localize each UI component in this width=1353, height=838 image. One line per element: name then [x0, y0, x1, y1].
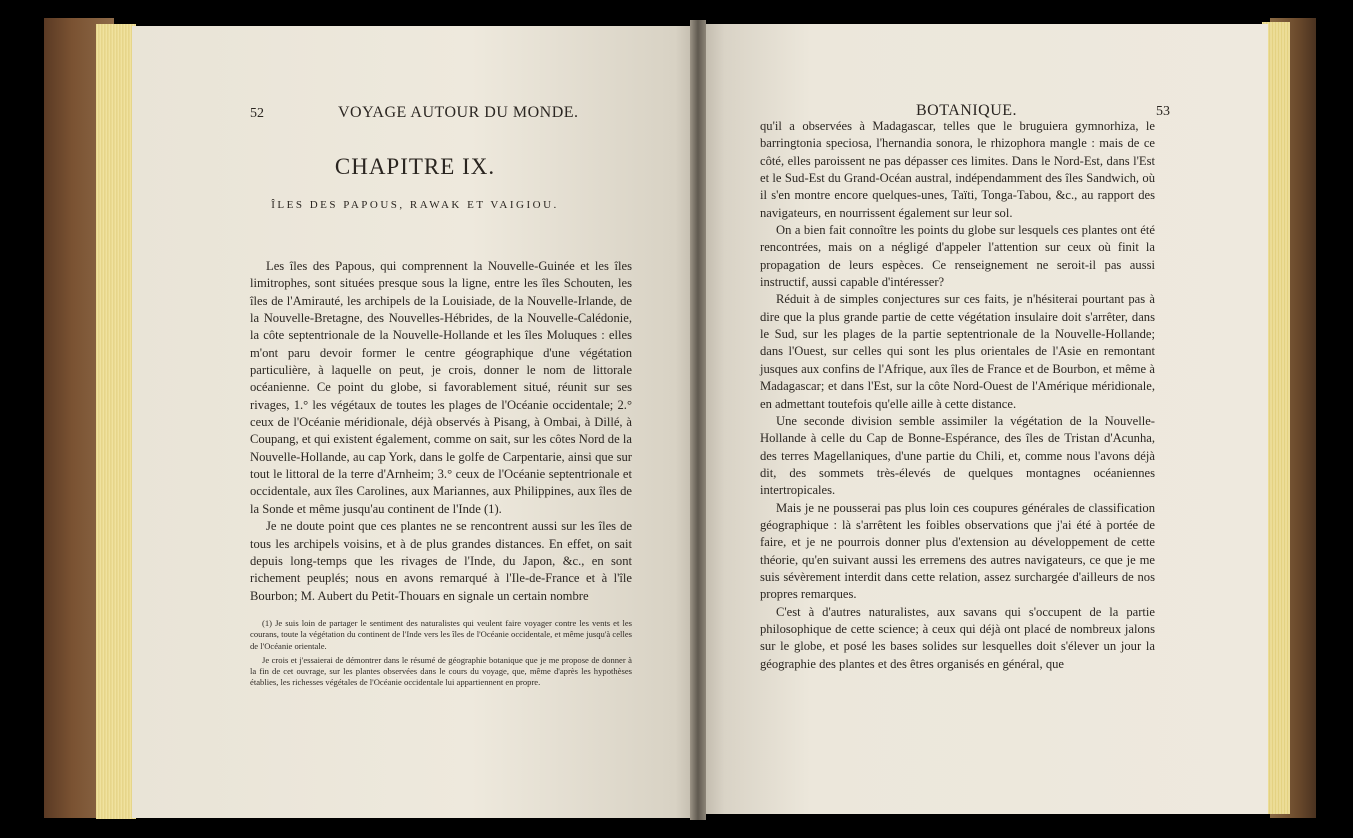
- right-paragraph: C'est à d'autres naturalistes, aux savans qui s'occupent de la partie philosophique de cette science; à ceux qui déjà ont placé de nombreux jalons sur le globe, et posé les bases solides sur lesquelles doit s'élever un jour la géographie des plantes et des êtres organisés en général, que: [760, 604, 1155, 671]
- right-paragraph: On a bien fait connoître les points du globe sur lesquels ces plantes ont été rencontrées, mais on a négligé d'appeler l'attention sur ceux où finit la propagation de leurs espèces. Ce renseignement ne seroit-il pas aussi instructif, aussi capable d'intéresser?: [760, 223, 1155, 290]
- right-page: [696, 24, 1268, 814]
- right-paragraph: Mais je ne pousserai pas plus loin ces coupures générales de classification géographique : là s'arrêtent les foibles observations que j'ai été à portée de faire, et je ne pourrois donner plus d'extension au développement de cette théorie, qu'en suivant aussi les erremens des autres navigateurs, ce que je me suis sévèrement interdit dans cette relation, assez surchargée d'ailleurs de nos propres remarques.: [760, 500, 1155, 602]
- left-paragraph: Je ne doute point que ces plantes ne se rencontrent aussi sur les îles de tous les archipels voisins, et à de plus grandes distances. En effet, on sait depuis long-temps que les rivages de l'Inde, du Japon, &c., en sont richement peuplés; nous en avons remarqué à l'Ile-de-France et à l'île Bourbon; M. Aubert du Petit-Thouars en signale un certain nombre: [250, 519, 632, 603]
- footnotes: [250, 618, 632, 692]
- footnote: (1) Je suis loin de partager le sentiment des naturalistes qui veulent faire voyager contre les vents et les courans, toute la végétation du continent de l'Inde vers les îles de l'Océanie occidentale, et même jusqu'à celles de l'Océanie orientale.: [250, 618, 632, 651]
- left-paragraph: Les îles des Papous, qui comprennent la Nouvelle-Guinée et les îles limitrophes, sont situées presque sous la ligne, entre les îles Schouten, les îles de l'Amirauté, les archipels de la Louisiade, de la Nouvelle-Irlande, de la Nouvelle-Bretagne, des Nouvelles-Hébrides, de la Nouvelle-Calédonie, la côte septentrionale de la Nouvelle-Hollande et les îles Moluques : elles m'ont paru devoir former le centre géographique d'une végétation particulière, à laquelle on peut, je crois, donner le nom de littorale océanienne. Ce point du globe, si favorablement situé, réunit sur ses rivages, 1.° les végétaux de toutes les plages de l'Océanie occidentale; 2.° ceux de l'Océanie méridionale, déjà observés à Pisang, à Ombai, à Dillé, à Coupang, et qui existent également, comme on sait, sur les côtes Nord de la Nouvelle-Hollande, au cap York, dans le golfe de Carpentarie, ainsi que sur tout le littoral de la terre d'Arnheim; 3.° ceux de l'Océanie septentrionale et occidentale, aux îles Carolines, aux Mariannes, aux Philippines, aux îles de la Sonde et même jusqu'au continent de l'Inde (1).: [250, 259, 632, 516]
- left-page-edges: [96, 24, 136, 819]
- chapter-heading: CHAPITRE IX.: [334, 154, 496, 179]
- book-gutter: [690, 20, 706, 820]
- right-page-number: 53: [1156, 104, 1170, 119]
- footnote: Je crois et j'essaierai de démontrer dans le résumé de géographie botanique que je me propose de donner à la fin de cet ouvrage, sur les plantes observées dans le cours du voyage, que, même d'après les hypothèses établies, les richesses végétales de l'Océanie occidentale lui appartiennent en propre.: [250, 654, 632, 688]
- right-running-head: BOTANIQUE.: [916, 102, 1018, 119]
- left-page: [132, 26, 698, 818]
- section-title: ÎLES DES PAPOUS, RAWAK ET VAIGIOU.: [271, 199, 559, 211]
- left-running-head: VOYAGE AUTOUR DU MONDE.: [338, 104, 579, 121]
- left-body-text: [250, 258, 632, 605]
- right-paragraph: Une seconde division semble assimiler la végétation de la Nouvelle-Hollande à celle du Cap de Bonne-Espérance, des îles de Tristan d'Acunha, des terres Magellaniques, d'une partie du Chili, et, comme nous l'avons déjà dit, des sommets très-élevés de quelques montagnes océaniennes intertropicales.: [760, 413, 1155, 498]
- right-paragraph: Réduit à de simples conjectures sur ces faits, je n'hésiterai pourtant pas à dire que la plus grande partie de cette végétation insulaire doit s'arrêter, dans le Sud, sur les plages de la partie septentrionale de la Nouvelle-Hollande; dans l'Ouest, sur celles qui sont les plus orientales de l'Asie en remontant jusques aux confins de l'Afrique, aux îles de France et de Bourbon, et même à Madagascar; et dans l'Est, sur la côte Nord-Ouest de l'Amérique méridionale, en admettant toutefois qu'elle aille à cette distance.: [760, 292, 1155, 411]
- right-body-text: [760, 118, 1155, 673]
- left-page-number: 52: [250, 106, 264, 121]
- right-paragraph: qu'il a observées à Madagascar, telles que le bruguiera gymnorhiza, le barringtonia speciosa, l'hernandia sonora, le rhizophora mangle : mais de ce côté, elles paroissent ne pas dépasser ces limites. Dans le Nord-Est, dans l'Est et le Sud-Est du Grand-Océan austral, indépendamment des îles Sandwich, où il s'en montre encore quelques-unes, Taïti, Tonga-Tabou, &c., au rapport des navigateurs, en nourrissent également sur leur sol.: [760, 119, 1155, 220]
